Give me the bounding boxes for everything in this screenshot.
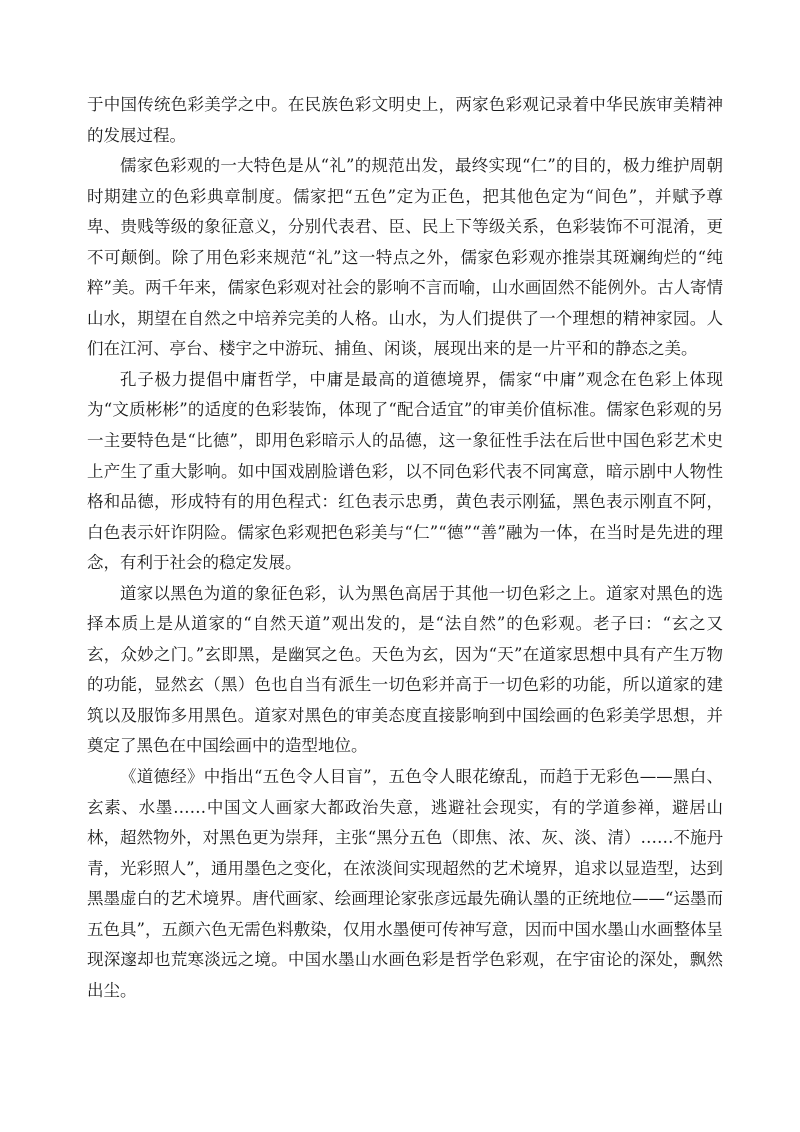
- paragraph-doctrine-of-mean: 孔子极力提倡中庸哲学，中庸是最高的道德境界，儒家“中庸”观念在色彩上体现为“文质彬彬”的适度的色彩装饰，体现了“配合适宜”的审美价值标准。儒家色彩观的另一主要特色是“比德”，即用色彩暗示人的品德，这一象征性手法在后世中国色彩艺术史上产生了重大影响。如中国戏剧脸谱色彩，以不同色彩代表不同寓意，暗示剧中人物性格和品德，形成特有的用色程式：红色表示忠勇，黄色表示刚猛，黑色表示刚直不阿，白色表示奸诈阴险。儒家色彩观把色彩美与“仁”“德”“善”融为一体，在当时是先进的理念，有利于社会的稳定发展。: [87, 369, 723, 573]
- paragraph-confucian-color: 儒家色彩观的一大特色是从“礼”的规范出发，最终实现“仁”的目的，极力维护周朝时期建立的色彩典章制度。儒家把“五色”定为正色，把其他色定为“间色”，并赋予尊卑、贵贱等级的象征意义，分别代表君、臣、民上下等级关系，色彩装饰不可混淆，更不可颠倒。除了用色彩来规范“礼”这一特点之外，儒家色彩观亦推崇其斑斓绚烂的“纯粹”美。两千年来，儒家色彩观对社会的影响不言而喻，山水画固然不能例外。古人寄情山水，期望在自然之中培养完美的人格。山水，为人们提供了一个理想的精神家园。人们在江河、亭台、楼宇之中游玩、捕鱼、闲谈，展现出来的是一片平和的静态之美。: [87, 156, 723, 359]
- paragraph-ink-painting: 《道德经》中指出“五色令人目盲”，五色令人眼花缭乱，而趋于无彩色——黑白、玄素、水墨……中国文人画家大都政治失意，逃避社会现实，有的学道参禅，避居山林，超然物外，对黑色更为崇拜，主张“黑分五色（即焦、浓、灰、淡、清）……不施丹青，光彩照人”，通用墨色之变化，在浓淡间实现超然的艺术境界，追求以显造型，达到黑墨虚白的艺术境界。唐代画家、绘画理论家张彦远最先确认墨的正统地位——“运墨而五色具”，五颜六色无需色料敷染，仅用水墨便可传神写意，因而中国水墨山水画整体呈现深邃却也荒寒淡远之境。中国水墨山水画色彩是哲学色彩观，在宇宙论的深处，飘然出尘。: [87, 767, 723, 1000]
- paragraph-taoist-black: 道家以黑色为道的象征色彩，认为黑色高居于其他一切色彩之上。道家对黑色的选择本质上是从道家的“自然天道”观出发的，是“法自然”的色彩观。老子曰：“玄之又玄，众妙之门。”玄即黑，是幽冥之色。天色为玄，因为“天”在道家思想中具有产生万物的功能，显然玄（黑）色也自当有派生一切色彩并高于一切色彩的功能，所以道家的建筑以及服饰多用黑色。道家对黑色的审美态度直接影响到中国绘画的色彩美学思想，并奠定了黑色在中国绘画中的造型地位。: [87, 583, 723, 756]
- body-text: [87, 90, 723, 1006]
- paragraph-continuation: 于中国传统色彩美学之中。在民族色彩文明史上，两家色彩观记录着中华民族审美精神的发展过程。: [87, 95, 723, 145]
